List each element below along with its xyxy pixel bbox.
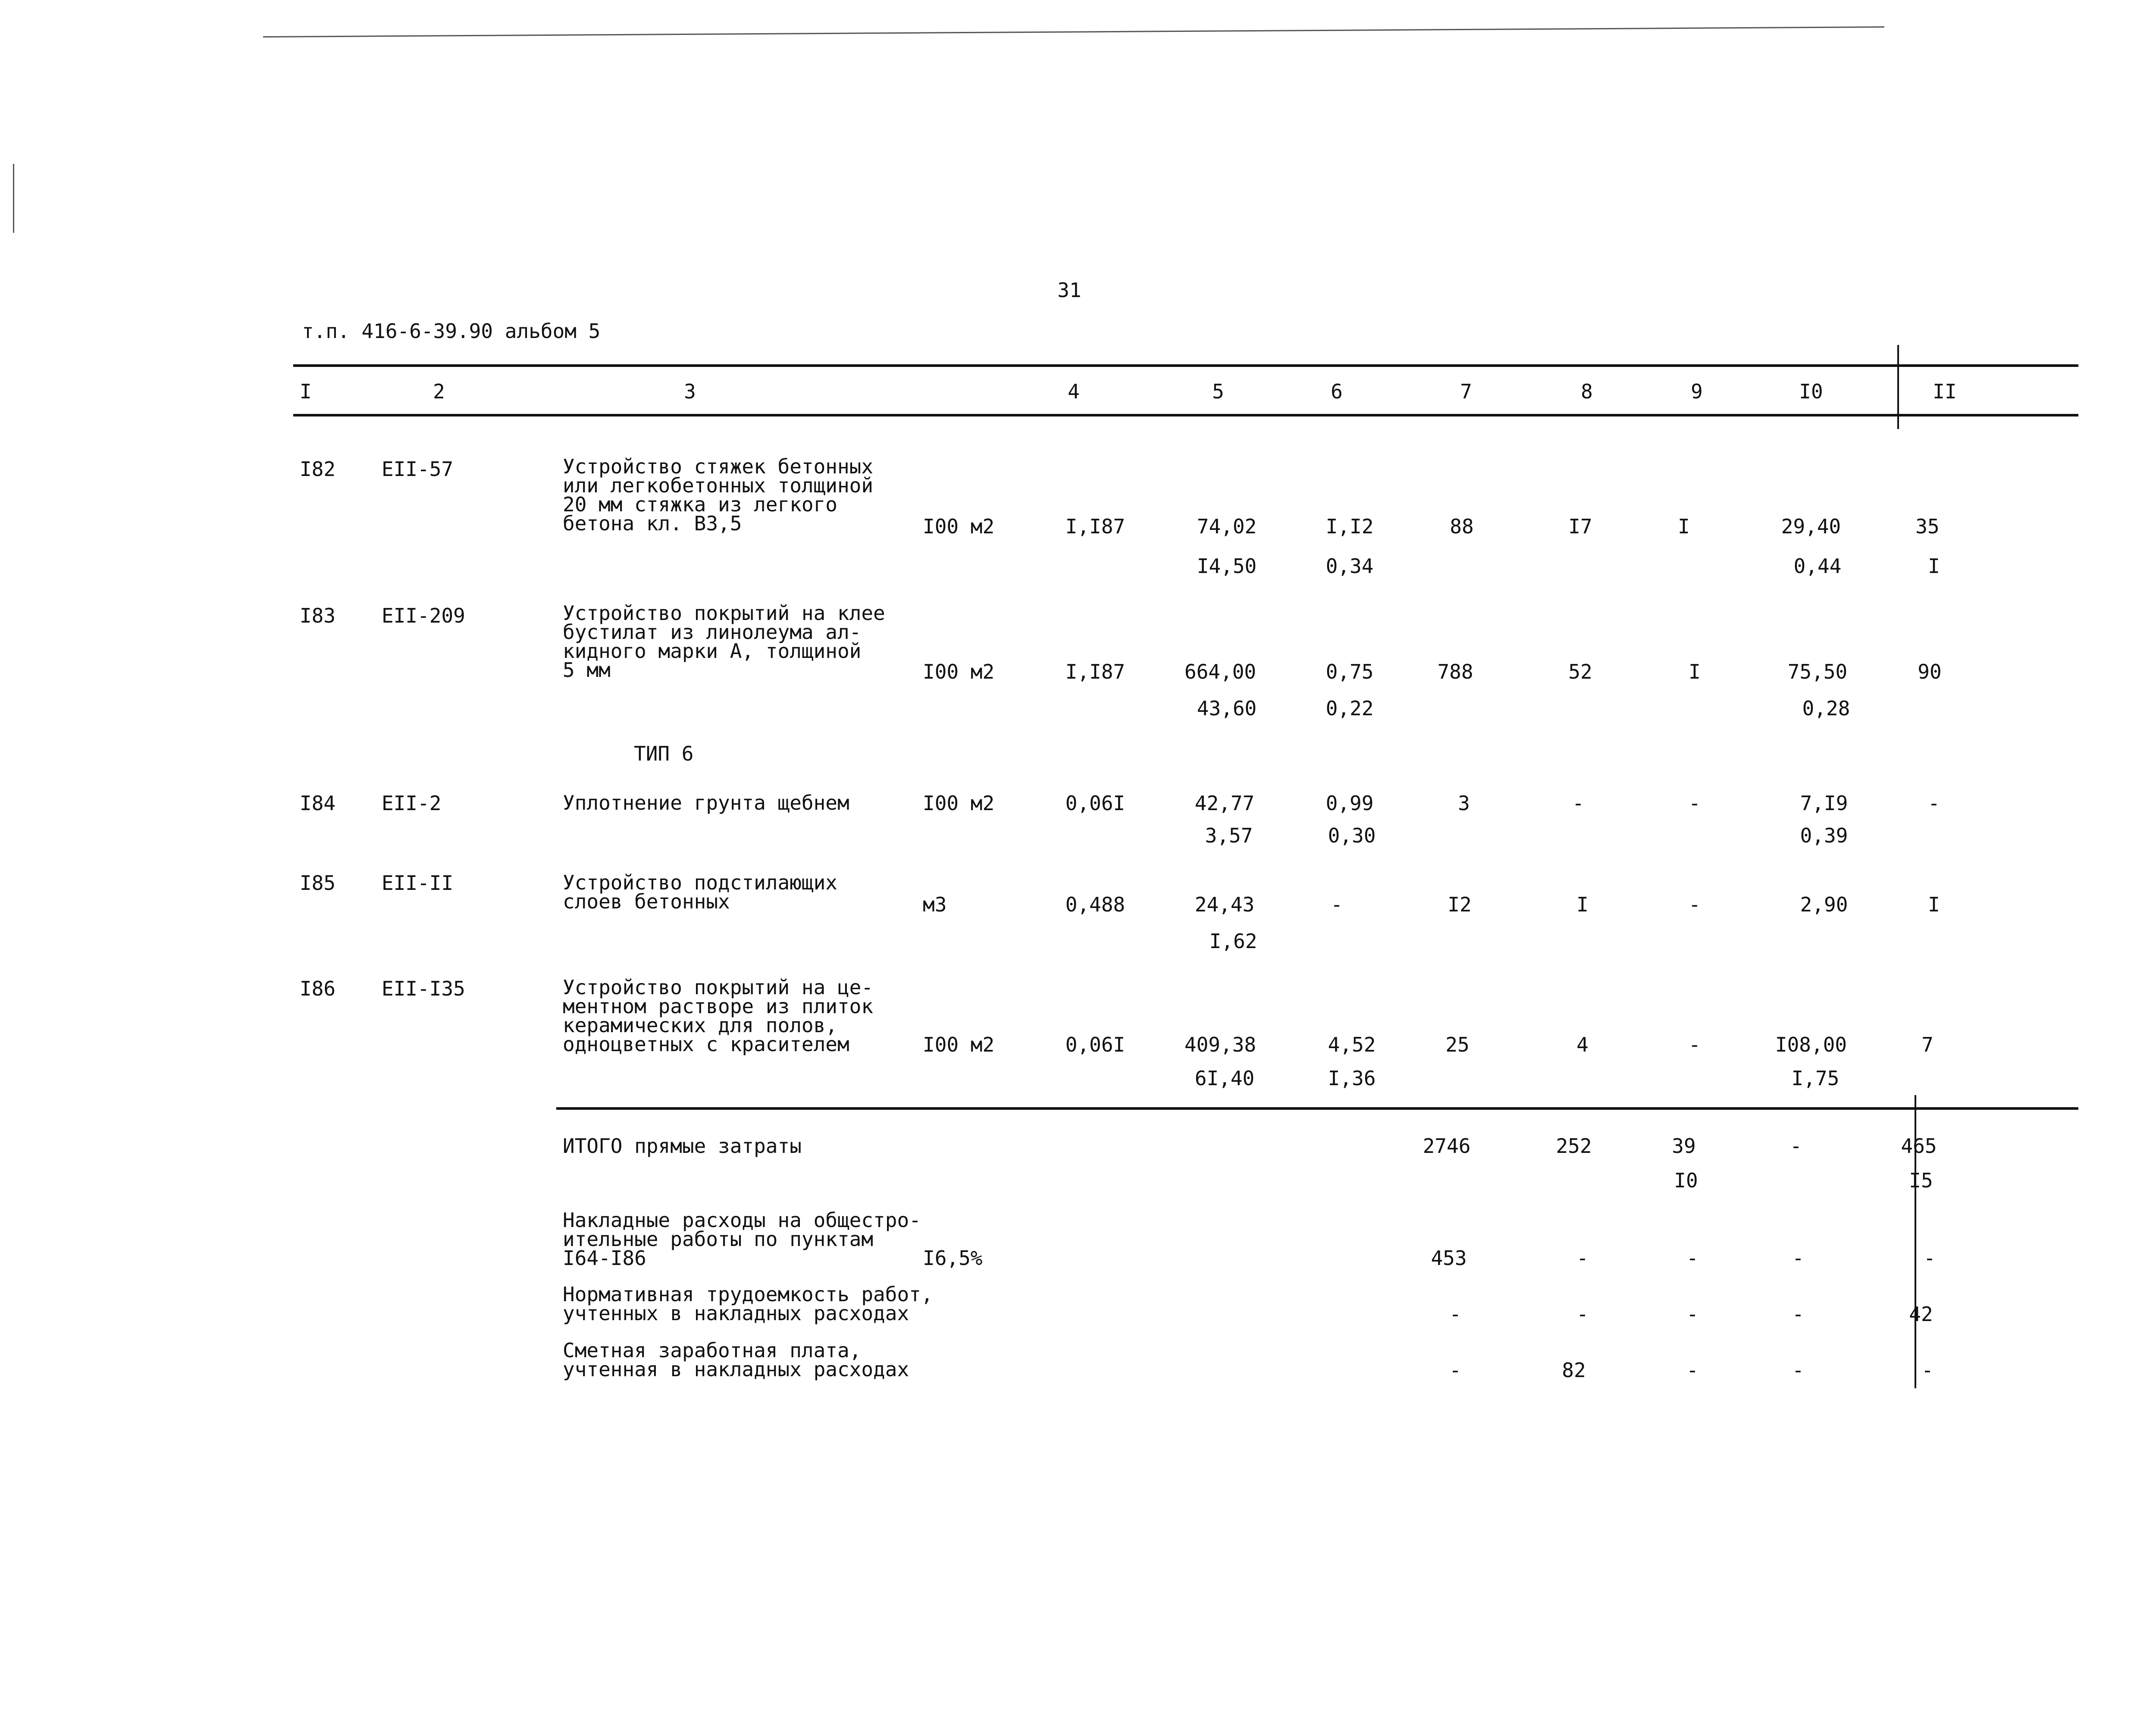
row-quantity: 0,06I — [1065, 792, 1125, 815]
totals-col8: 252 — [1556, 1134, 1592, 1158]
column-header-8: 8 — [1581, 380, 1593, 403]
row-description: Уплотнение грунта щебнем — [563, 791, 849, 814]
row-col9: I — [1689, 660, 1701, 683]
row-col6: I,I2 — [1326, 515, 1374, 538]
row-col6: - — [1331, 893, 1343, 916]
row-code: EII-II — [382, 871, 454, 895]
overhead-col11: - — [1924, 1246, 1936, 1270]
row-col11: I — [1928, 893, 1940, 916]
row-col8: 52 — [1568, 660, 1592, 683]
column-header-6: 6 — [1331, 380, 1343, 403]
row-unit: м3 — [923, 893, 947, 916]
row-col11: 90 — [1918, 660, 1942, 683]
scan-edge-mark — [13, 164, 14, 233]
wages-col11: - — [1921, 1359, 1934, 1382]
row-col10: 7,I9 — [1800, 792, 1848, 815]
row-col5-sub: 6I,40 — [1194, 1067, 1255, 1090]
row-col10-sub: 0,39 — [1800, 824, 1848, 847]
column-header-5: 5 — [1212, 380, 1224, 403]
row-col5-sub: I4,50 — [1197, 554, 1257, 578]
row-col5: 42,77 — [1194, 792, 1255, 815]
row-unit: I00 м2 — [923, 515, 995, 538]
row-code: EII-57 — [382, 457, 454, 481]
row-col5: 74,02 — [1197, 515, 1257, 538]
overhead-col9: - — [1686, 1246, 1698, 1270]
row-col9: - — [1689, 792, 1701, 815]
totals-rule — [556, 1107, 2078, 1110]
row-col11: - — [1928, 792, 1940, 815]
row-quantity: 0,488 — [1065, 893, 1125, 916]
section-label: ТИП 6 — [634, 742, 694, 765]
labor-col10: - — [1792, 1302, 1804, 1326]
page-number: 31 — [1057, 279, 1081, 302]
row-code: EII-I35 — [382, 977, 465, 1000]
totals-col7: 2746 — [1423, 1134, 1471, 1158]
labor-col8: - — [1576, 1302, 1589, 1326]
row-number: I84 — [300, 792, 336, 815]
totals-col9: 39 — [1672, 1134, 1696, 1158]
row-quantity: I,I87 — [1065, 515, 1125, 538]
row-col6: 0,75 — [1326, 660, 1374, 683]
column-header-7: 7 — [1460, 380, 1472, 403]
row-quantity: I,I87 — [1065, 660, 1125, 683]
overhead-col10: - — [1792, 1246, 1804, 1270]
row-col10-sub: 0,28 — [1802, 697, 1850, 720]
row-unit: I00 м2 — [923, 792, 995, 815]
row-col6-sub: 0,34 — [1326, 554, 1374, 578]
row-description: Устройство покрытий на це- ментном растворе из плиток керамических для полов, одноцветных с красителем — [563, 976, 874, 1056]
column-header-4: 4 — [1068, 380, 1080, 403]
row-code: EII-209 — [382, 604, 465, 627]
row-unit: I00 м2 — [923, 1033, 995, 1056]
row-col10: I08,00 — [1775, 1033, 1847, 1056]
row-col10: 29,40 — [1781, 515, 1841, 538]
row-col9: - — [1689, 1033, 1701, 1056]
row-col7: 25 — [1445, 1033, 1470, 1056]
overhead-label: Накладные расходы на общестро- ительные работы по пунктам I64-I86 — [563, 1209, 921, 1270]
column-divider-11 — [1897, 345, 1899, 429]
overhead-percent: I6,5% — [923, 1246, 983, 1270]
wages-label: Сметная заработная плата, учтенная в накладных расходах — [563, 1339, 909, 1381]
wages-col8: 82 — [1562, 1359, 1586, 1382]
row-col9: - — [1689, 893, 1701, 916]
labor-label: Нормативная трудоемкость работ, учтенных в накладных расходах — [563, 1283, 933, 1325]
row-col8: 4 — [1576, 1033, 1589, 1056]
row-number: I82 — [300, 457, 336, 481]
row-col8: I — [1576, 893, 1589, 916]
overhead-col7: 453 — [1431, 1246, 1467, 1270]
column-header-2: 2 — [433, 380, 445, 403]
row-col7: 3 — [1458, 792, 1470, 815]
row-number: I83 — [300, 604, 336, 627]
wages-col7: - — [1449, 1359, 1461, 1382]
row-col6-sub: 0,30 — [1328, 824, 1376, 847]
column-header-3: 3 — [684, 380, 696, 403]
row-description: Устройство стяжек бетонных или легкобетонных толщиной 20 мм стяжка из легкого бетона кл. B3,5 — [563, 455, 874, 535]
row-number: I85 — [300, 871, 336, 895]
row-col7: 88 — [1450, 515, 1474, 538]
document-reference: т.п. 416-6-39.90 альбом 5 — [302, 319, 601, 343]
labor-col9: - — [1686, 1302, 1698, 1326]
row-col7: 788 — [1437, 660, 1473, 683]
row-col11: 35 — [1915, 515, 1940, 538]
row-col5: 24,43 — [1194, 893, 1255, 916]
table-header-top-rule — [293, 364, 2078, 367]
row-col6: 4,52 — [1328, 1033, 1376, 1056]
row-quantity: 0,06I — [1065, 1033, 1125, 1056]
row-code: EII-2 — [382, 792, 442, 815]
row-col8: - — [1572, 792, 1584, 815]
scan-top-rule — [263, 26, 1884, 38]
row-col6: 0,99 — [1326, 792, 1374, 815]
row-col10: 2,90 — [1800, 893, 1848, 916]
overhead-col8: - — [1576, 1246, 1589, 1270]
row-col10-sub: I,75 — [1791, 1067, 1839, 1090]
totals-col10: - — [1790, 1134, 1802, 1158]
wages-col9: - — [1686, 1359, 1698, 1382]
row-col5: 409,38 — [1184, 1033, 1257, 1056]
row-col10-sub: 0,44 — [1793, 554, 1842, 578]
totals-label: ИТОГО прямые затраты — [563, 1134, 802, 1158]
row-unit: I00 м2 — [923, 660, 995, 683]
row-col5: 664,00 — [1184, 660, 1257, 683]
row-description: Устройство подстилающих слоев бетонных — [563, 871, 837, 913]
row-col10: 75,50 — [1787, 660, 1848, 683]
totals-col11: 465 — [1901, 1134, 1937, 1158]
row-number: I86 — [300, 977, 336, 1000]
labor-col11: 42 — [1909, 1302, 1933, 1326]
totals-col9-sub: I0 — [1674, 1169, 1698, 1192]
row-col5-sub: I,62 — [1209, 930, 1257, 953]
row-col5-sub: 3,57 — [1205, 824, 1253, 847]
column-header-1: I — [300, 380, 312, 403]
row-col11-sub: I — [1928, 554, 1940, 578]
totals-col11-sub: I5 — [1909, 1169, 1933, 1192]
row-col9: I — [1678, 515, 1690, 538]
row-col5-sub: 43,60 — [1197, 697, 1257, 720]
labor-col7: - — [1449, 1302, 1461, 1326]
row-col11: 7 — [1921, 1033, 1934, 1056]
row-description: Устройство покрытий на клее бустилат из линолеума ал- кидного марки А, толщиной 5 мм — [563, 601, 885, 682]
column-header-11: II — [1933, 380, 1957, 403]
column-header-9: 9 — [1691, 380, 1703, 403]
row-col6-sub: I,36 — [1328, 1067, 1376, 1090]
wages-col10: - — [1792, 1359, 1804, 1382]
row-col7: I2 — [1448, 893, 1472, 916]
column-header-10: I0 — [1799, 380, 1823, 403]
row-col8: I7 — [1568, 515, 1592, 538]
table-header-bottom-rule — [293, 414, 2078, 416]
row-col6-sub: 0,22 — [1326, 697, 1374, 720]
